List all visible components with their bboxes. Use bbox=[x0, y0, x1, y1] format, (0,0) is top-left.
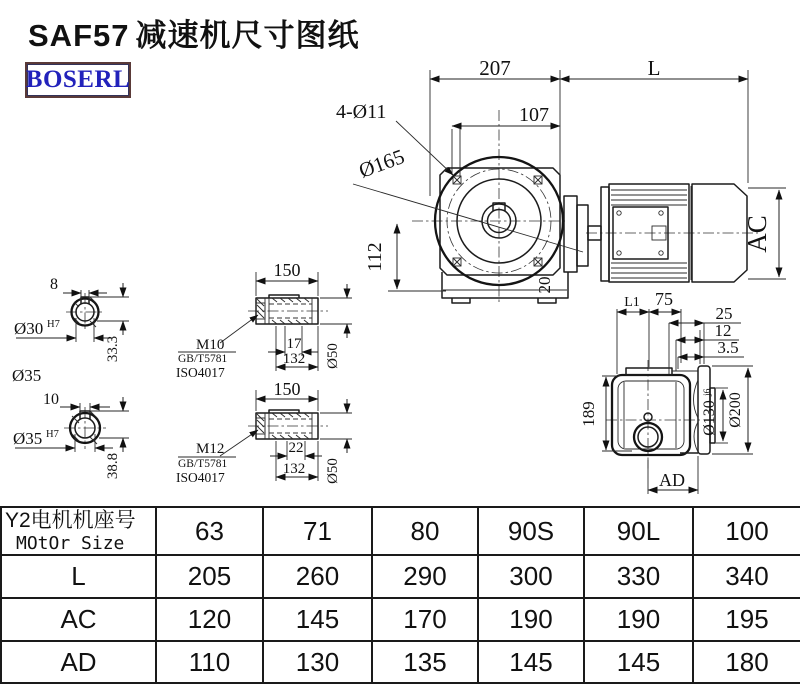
detail2-std1-label: GB/T5781 bbox=[178, 458, 228, 470]
table-cell: 260 bbox=[263, 555, 372, 598]
table-header-cn: Y2电机机座号 bbox=[5, 508, 136, 532]
shaft-detail-1 bbox=[176, 260, 352, 380]
dim-20-label: 20 bbox=[535, 276, 554, 294]
side-view bbox=[579, 289, 753, 494]
table-cell: 190 bbox=[584, 598, 693, 641]
dim-AC-label: AC bbox=[742, 215, 772, 253]
bore-30-label: Ø30 bbox=[14, 319, 44, 338]
brand-logo-text: BOSERL bbox=[25, 66, 131, 93]
table-cell: 120 bbox=[156, 598, 263, 641]
dia-130-tolerance: j6 bbox=[703, 388, 713, 396]
detail1-150-label: 150 bbox=[273, 260, 301, 280]
detail2-150-label: 150 bbox=[273, 379, 301, 399]
table-cell: 290 bbox=[372, 555, 478, 598]
dim-189-label: 189 bbox=[579, 401, 598, 427]
row-label: AD bbox=[1, 641, 156, 683]
detail1-thread-label: M10 bbox=[196, 337, 225, 353]
table-header-cell bbox=[1, 507, 156, 555]
table-row bbox=[1, 555, 800, 598]
table-header-row bbox=[1, 507, 800, 555]
dim-3-5-label: 3.5 bbox=[717, 338, 739, 357]
table-cell: 145 bbox=[478, 641, 584, 683]
size-col-header: 71 bbox=[263, 507, 372, 555]
size-col-header: 90S bbox=[478, 507, 584, 555]
dia-200-label: Ø200 bbox=[727, 392, 744, 428]
detail2-132-label: 132 bbox=[282, 461, 306, 477]
detail1-132-label: 132 bbox=[282, 351, 306, 367]
table-cell: 170 bbox=[372, 598, 478, 641]
depth-333-label: 33.3 bbox=[105, 335, 121, 363]
detail2-22-label: 22 bbox=[288, 440, 304, 456]
detail1-17-label: 17 bbox=[286, 336, 302, 352]
keyway-8-label: 8 bbox=[50, 276, 58, 293]
detail2-thread-label: M12 bbox=[196, 441, 225, 457]
dim-AD-label: AD bbox=[659, 470, 685, 490]
dim-L1-label: L1 bbox=[624, 295, 640, 310]
shaft-section-1 bbox=[12, 276, 129, 385]
table-cell: 190 bbox=[478, 598, 584, 641]
table-row bbox=[1, 598, 800, 641]
dim-25-label: 25 bbox=[715, 304, 733, 323]
dia-35-label: Ø35 bbox=[12, 366, 42, 385]
motor-size-table bbox=[0, 506, 800, 684]
model-code: SAF57 bbox=[28, 18, 130, 53]
detail2-dia50-label: Ø50 bbox=[325, 458, 341, 484]
front-view bbox=[336, 56, 786, 303]
size-col-header: 100 bbox=[693, 507, 800, 555]
detail2-std2-label: ISO4017 bbox=[176, 470, 225, 485]
dim-L-label: L bbox=[647, 56, 661, 80]
table-cell: 180 bbox=[693, 641, 800, 683]
title-text: 减速机尺寸图纸 bbox=[135, 18, 360, 53]
table-cell: 300 bbox=[478, 555, 584, 598]
detail1-std1-label: GB/T5781 bbox=[178, 353, 228, 365]
bore-35-tolerance: H7 bbox=[46, 429, 59, 440]
dim-75-label: 75 bbox=[655, 289, 673, 309]
table-cell: 205 bbox=[156, 555, 263, 598]
table-cell: 340 bbox=[693, 555, 800, 598]
table-cell: 330 bbox=[584, 555, 693, 598]
size-col-header: 63 bbox=[156, 507, 263, 555]
table-cell: 195 bbox=[693, 598, 800, 641]
dim-107-label: 107 bbox=[519, 104, 549, 126]
shaft-detail-2 bbox=[176, 379, 352, 485]
table-header-en: MOtOr Size bbox=[16, 532, 125, 554]
dim-12-label: 12 bbox=[714, 321, 732, 340]
table-cell: 110 bbox=[156, 641, 263, 683]
dim-207-label: 207 bbox=[479, 56, 511, 80]
table-cell: 145 bbox=[263, 598, 372, 641]
dim-112-label: 112 bbox=[364, 242, 386, 272]
detail1-dia50-label: Ø50 bbox=[325, 343, 341, 369]
bore-30-tolerance: H7 bbox=[47, 319, 60, 330]
dia-130-label: Ø130 bbox=[701, 400, 718, 436]
shaft-section-2 bbox=[13, 391, 129, 479]
bore-35-label: Ø35 bbox=[13, 429, 43, 448]
row-label: L bbox=[1, 555, 156, 598]
depth-388-label: 38.8 bbox=[105, 452, 121, 480]
detail1-std2-label: ISO4017 bbox=[176, 365, 225, 380]
row-label: AC bbox=[1, 598, 156, 641]
table-row bbox=[1, 641, 800, 683]
table-cell: 135 bbox=[372, 641, 478, 683]
keyway-10-label: 10 bbox=[43, 391, 59, 408]
flange-dia-label: Ø165 bbox=[355, 144, 408, 183]
table-cell: 145 bbox=[584, 641, 693, 683]
size-col-header: 90L bbox=[584, 507, 693, 555]
table-cell: 130 bbox=[263, 641, 372, 683]
bolt-holes-label: 4-Ø11 bbox=[336, 101, 387, 123]
size-col-header: 80 bbox=[372, 507, 478, 555]
